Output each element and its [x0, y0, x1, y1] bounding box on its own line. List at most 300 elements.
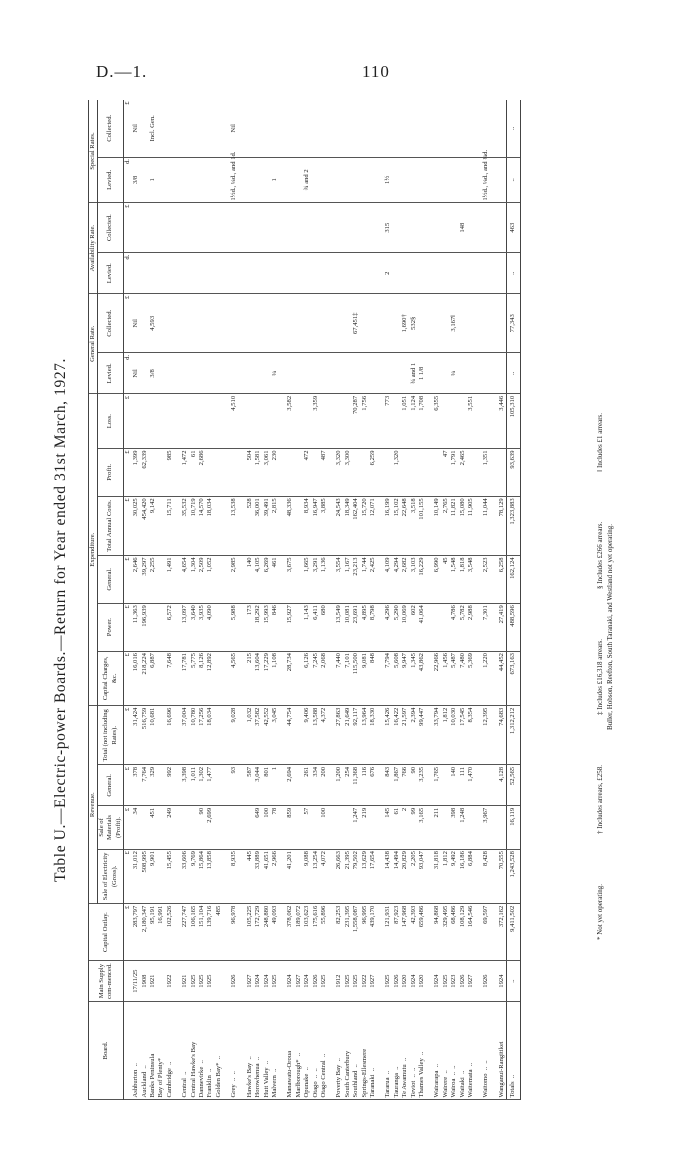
table-cell: 15,426 [384, 706, 392, 765]
table-cell [295, 806, 303, 849]
table-cell [401, 100, 409, 157]
table-cell: 7,480 [459, 651, 467, 706]
table-cell: 488,596 [507, 603, 520, 651]
table-cell: 10,719 [190, 496, 198, 555]
table-cell: 21,597 [401, 706, 409, 765]
table-cell: 2,523 [482, 555, 490, 603]
table-cell [166, 394, 174, 449]
table-cell: 3,398 [181, 765, 189, 806]
table-cell: 27,419 [498, 603, 507, 651]
table-cell: 41,064 [418, 603, 426, 651]
table-cell: 57 [303, 806, 311, 849]
table-cell: 41,651 [263, 849, 271, 904]
table-cell [223, 603, 230, 651]
table-cell [230, 806, 238, 849]
footnotes [595, 120, 615, 940]
table-cell: 1922 [166, 961, 174, 1002]
table-cell [223, 157, 230, 203]
table-cell: 3,291 [312, 555, 320, 603]
table-cell [491, 294, 498, 353]
table-cell: Nil [132, 294, 140, 353]
table-cell [377, 157, 384, 203]
table-cell [279, 100, 286, 157]
table-cell: 1,472 [181, 448, 189, 496]
board-name-cell [223, 1002, 230, 1100]
table-cell: 16,947 [312, 496, 320, 555]
board-name-cell: Te Awamutu .. [401, 1002, 409, 1100]
table-cell: 211 [433, 806, 441, 849]
table-cell: 115,500 [352, 651, 360, 706]
table-cell: 254 [344, 765, 352, 806]
table-cell: 532§ [410, 294, 418, 353]
table-cell: 12,071 [369, 496, 377, 555]
table-cell: 94,868 [433, 904, 441, 961]
table-cell [491, 555, 498, 603]
table-cell: 9,088 [303, 849, 311, 904]
table-cell: 8,354 [467, 706, 475, 765]
table-cell: 162,404 [352, 496, 360, 555]
table-cell [246, 253, 254, 294]
table-cell [181, 253, 189, 294]
table-cell: 62,339 [141, 448, 149, 496]
table-row [286, 100, 294, 1100]
table-cell [491, 100, 498, 157]
table-cell [279, 353, 286, 394]
table-cell [239, 904, 246, 961]
table-cell: 35,532 [181, 496, 189, 555]
table-cell: 45 [442, 555, 450, 603]
table-cell [426, 849, 433, 904]
table-cell [426, 806, 433, 849]
board-name-cell: Manawatu-Oroua [286, 1002, 294, 1100]
table-cell [132, 203, 140, 253]
table-cell: 1,323,883 [507, 496, 520, 555]
table-cell: 1,399 [132, 448, 140, 496]
table-cell: £ [123, 904, 132, 961]
table-row [141, 100, 149, 1100]
table-cell: 334 [312, 765, 320, 806]
table-cell: 516,759 [141, 706, 149, 765]
table-cell [491, 603, 498, 651]
table-cell [475, 904, 482, 961]
table-cell: 39,491 [263, 496, 271, 555]
table-cell [442, 203, 450, 253]
table-cell [239, 253, 246, 294]
table-cell [263, 353, 271, 394]
table-cell [352, 203, 360, 253]
table-cell [491, 651, 498, 706]
table-cell [223, 203, 230, 253]
board-name-cell [123, 1002, 132, 1100]
table-cell: £ [123, 706, 132, 765]
table-cell [190, 353, 198, 394]
table-cell [239, 765, 246, 806]
table-cell [271, 100, 279, 157]
table-cell: 4,296 [384, 603, 392, 651]
table-cell [279, 394, 286, 449]
board-name-cell [328, 1002, 335, 1100]
table-cell [320, 394, 328, 449]
table-cell [491, 706, 498, 765]
board-name-cell: Hutt Valley .. [263, 1002, 271, 1100]
table-cell [328, 496, 335, 555]
table-cell [215, 100, 223, 157]
table-cell: £ [123, 651, 132, 706]
table-cell: Nil [132, 100, 140, 157]
table-cell: 23,691 [352, 603, 360, 651]
table-cell [393, 157, 401, 203]
table-cell [475, 448, 482, 496]
table-cell [369, 253, 377, 294]
table-cell: 1,312,212 [507, 706, 520, 765]
footnote-double-dagger: ‡ Includes £16,318 arrears. [596, 638, 604, 715]
table-cell: 90 [410, 765, 418, 806]
table-cell: 15,455 [166, 849, 174, 904]
table-cell [498, 353, 507, 394]
table-cell [206, 253, 214, 294]
table-cell: 14,438 [384, 849, 392, 904]
table-cell [312, 157, 320, 203]
table-cell [157, 353, 165, 394]
table-cell [377, 253, 384, 294]
table-cell: 3,061 [263, 448, 271, 496]
table-cell [482, 253, 490, 294]
table-cell [384, 294, 392, 353]
table-cell: 100 [320, 806, 328, 849]
table-cell [215, 203, 223, 253]
table-cell [328, 253, 335, 294]
table-cell [450, 203, 458, 253]
table-cell [410, 448, 418, 496]
table-cell [475, 961, 482, 1002]
table-cell [459, 353, 467, 394]
table-cell: 1925 [344, 961, 352, 1002]
table-cell [157, 603, 165, 651]
table-cell [157, 203, 165, 253]
table-cell [467, 203, 475, 253]
table-cell [418, 294, 426, 353]
table-cell: 28,734 [286, 651, 294, 706]
table-cell: 5,290 [393, 603, 401, 651]
table-cell: 15,080 [459, 496, 467, 555]
table-cell [157, 961, 165, 1002]
table-cell: 848 [369, 651, 377, 706]
table-cell: 4,109 [384, 555, 392, 603]
table-cell [328, 603, 335, 651]
table-cell: 1,220 [482, 651, 490, 706]
table-cell: 673,163 [507, 651, 520, 706]
table-cell [482, 100, 490, 157]
table-cell: 1926 [312, 961, 320, 1002]
col-total-annual-costs: Total Annual Costs. [98, 496, 124, 555]
table-cell [442, 806, 450, 849]
group-revenue: Revenue. [89, 706, 98, 904]
table-cell: 1912 [335, 961, 343, 1002]
table-cell: £ [123, 294, 132, 353]
table-cell [344, 806, 352, 849]
table-cell [450, 394, 458, 449]
table-cell [426, 651, 433, 706]
table-cell: 1925 [198, 961, 206, 1002]
board-name-cell [279, 1002, 286, 1100]
table-cell [239, 706, 246, 765]
table-cell [254, 294, 262, 353]
table-cell [263, 100, 271, 157]
table-cell: 1926 [459, 961, 467, 1002]
table-cell: 77,343 [507, 294, 520, 353]
table-title: Table U.—Electric-power Boards.—Return for Year ended 31st March, 1927. [52, 357, 69, 883]
table-row [498, 100, 507, 1100]
table-cell: 10,069 [401, 603, 409, 651]
table-cell: 200 [320, 765, 328, 806]
table-cell: 461 [271, 555, 279, 603]
table-cell: 4,072 [320, 849, 328, 904]
table-cell [190, 806, 198, 849]
table-cell [254, 100, 262, 157]
table-cell: 68,486 [450, 904, 458, 961]
table-cell: 3,551 [467, 394, 475, 449]
table-cell [377, 651, 384, 706]
table-cell: 61 [190, 448, 198, 496]
table-cell: 1,548 [450, 555, 458, 603]
table-cell: 1,243,528 [507, 849, 520, 904]
table-cell [295, 294, 303, 353]
table-cell: 1,052 [206, 555, 214, 603]
table-cell: 378,062 [286, 904, 294, 961]
table-cell: 3,640 [190, 603, 198, 651]
table-cell [279, 849, 286, 904]
table-cell: £ [123, 203, 132, 253]
table-cell: £ [123, 448, 132, 496]
table-cell: 1,765 [433, 765, 441, 806]
table-cell [190, 253, 198, 294]
table-cell [442, 294, 450, 353]
table-cell [426, 100, 433, 157]
table-cell [190, 294, 198, 353]
table-row [442, 100, 450, 1100]
table-cell: 1,558,087 [352, 904, 360, 961]
group-special-rates: Special Rates. [89, 100, 98, 203]
table-cell [312, 253, 320, 294]
table-cell: 5,775 [190, 651, 198, 706]
table-cell [335, 203, 343, 253]
table-cell: 47 [442, 448, 450, 496]
table-cell [418, 448, 426, 496]
table-cell: 1927 [467, 961, 475, 1002]
table-cell: 2,205 [410, 849, 418, 904]
table-cell: 4,654 [181, 555, 189, 603]
table-cell: 33,794 [433, 706, 441, 765]
board-name-cell: Bay of Plenty* [157, 1002, 165, 1100]
table-cell: 8,428 [482, 849, 490, 904]
table-cell: 3,518 [410, 496, 418, 555]
table-cell [174, 806, 181, 849]
table-cell [401, 353, 409, 394]
table-cell: 31,818 [433, 849, 441, 904]
table-cell [123, 961, 132, 1002]
table-cell [246, 394, 254, 449]
table-cell [174, 353, 181, 394]
table-cell: 18,330 [369, 706, 377, 765]
table-cell: 2,815 [271, 496, 279, 555]
table-cell: 121,931 [384, 904, 392, 961]
table-cell [377, 448, 384, 496]
table-cell [491, 765, 498, 806]
spacer-row [377, 100, 384, 1100]
table-cell [335, 806, 343, 849]
col-profit: Profit. [98, 448, 124, 496]
table-cell [433, 203, 441, 253]
board-name-cell: Cambridge .. [166, 1002, 174, 1100]
table-cell [369, 100, 377, 157]
table-cell: 1927 [369, 961, 377, 1002]
col-expenditure-general: General. [98, 555, 124, 603]
table-cell: 1 [149, 157, 157, 203]
col-availability-levied: Levied. [98, 253, 124, 294]
table-cell [223, 394, 230, 449]
table-cell [190, 394, 198, 449]
table-cell: .. [507, 961, 520, 1002]
table-cell: 4,294 [393, 555, 401, 603]
table-cell: 16,119 [507, 806, 520, 849]
table-cell [279, 706, 286, 765]
table-cell: 2,509 [198, 555, 206, 603]
table-cell [352, 353, 360, 394]
table-cell [393, 294, 401, 353]
table-cell [223, 706, 230, 765]
table-cell: 2,694 [286, 765, 294, 806]
table-cell: 16,422 [393, 706, 401, 765]
table-cell [295, 448, 303, 496]
table-cell [467, 448, 475, 496]
table-cell: 3,446 [498, 394, 507, 449]
table-cell: 14,494 [393, 849, 401, 904]
table-cell: 48,336 [286, 496, 294, 555]
table-cell: 9,406 [303, 706, 311, 765]
board-name-cell: Waitaki .. [459, 1002, 467, 1100]
spacer-row [491, 100, 498, 1100]
table-cell: 1925 [271, 961, 279, 1002]
table-cell [320, 294, 328, 353]
table-cell [279, 603, 286, 651]
table-cell: 1,124 [410, 394, 418, 449]
table-cell: 37,582 [254, 706, 262, 765]
table-cell [198, 394, 206, 449]
table-cell: 487 [320, 448, 328, 496]
table-cell [174, 253, 181, 294]
table-cell: 680 [320, 603, 328, 651]
spacer-row [239, 100, 246, 1100]
table-cell [459, 100, 467, 157]
table-cell [426, 157, 433, 203]
table-row [312, 100, 320, 1100]
table-cell: 78,129 [498, 496, 507, 555]
table-cell [442, 394, 450, 449]
table-cell: 1,320 [393, 448, 401, 496]
board-name-cell: Totals .. [507, 1002, 520, 1100]
table-cell [491, 353, 498, 394]
table-cell [246, 353, 254, 394]
table-cell [459, 157, 467, 203]
table-cell [254, 253, 262, 294]
table-cell: 15,927 [286, 603, 294, 651]
table-cell [181, 157, 189, 203]
table-cell: 99,447 [418, 706, 426, 765]
table-cell [174, 706, 181, 765]
table-cell [174, 157, 181, 203]
table-cell: 1,345 [410, 651, 418, 706]
table-cell: 96,995 [361, 904, 369, 961]
table-cell [377, 294, 384, 353]
table-cell [141, 203, 149, 253]
table-cell [418, 100, 426, 157]
table-cell: 24,543 [335, 496, 343, 555]
table-cell [174, 394, 181, 449]
table-cell [279, 765, 286, 806]
table-cell [352, 100, 360, 157]
table-cell [426, 765, 433, 806]
table-cell [328, 651, 335, 706]
table-cell [263, 253, 271, 294]
table-cell: 10,681 [149, 706, 157, 765]
table-cell [442, 253, 450, 294]
table-cell: 230 [271, 448, 279, 496]
table-cell [335, 157, 343, 203]
table-row [369, 100, 377, 1100]
table-cell [246, 294, 254, 353]
table-cell [498, 157, 507, 203]
table-row [190, 100, 198, 1100]
table-cell: 12,395 [482, 706, 490, 765]
table-cell: £ [123, 849, 132, 904]
table-cell: 173 [246, 603, 254, 651]
table-cell: 1 [271, 157, 279, 203]
table-row [230, 100, 238, 1100]
table-cell [491, 904, 498, 961]
table-row [132, 100, 140, 1100]
table-cell: 108,129 [459, 904, 467, 961]
table-cell: 248,880 [263, 904, 271, 961]
table-cell [181, 203, 189, 253]
board-name-cell: Marlborough* .. [295, 1002, 303, 1100]
table-cell [467, 294, 475, 353]
table-cell [328, 849, 335, 904]
table-cell [174, 961, 181, 1002]
table-cell: 1 1/8 [418, 353, 426, 394]
table-cell [279, 157, 286, 203]
table-cell: .. [507, 253, 520, 294]
table-row [401, 100, 409, 1100]
table-cell [482, 394, 490, 449]
table-cell [286, 253, 294, 294]
table-row [344, 100, 352, 1100]
group-expenditure: Expenditure. [89, 394, 98, 706]
table-cell: d. [123, 353, 132, 394]
table-cell: 249 [166, 806, 174, 849]
table-row [206, 100, 214, 1100]
board-name-cell: Southland .. [352, 1002, 360, 1100]
table-cell: 1,351 [482, 448, 490, 496]
table-cell [246, 157, 254, 203]
table-cell [223, 100, 230, 157]
board-name-cell: Horowhenua .. [254, 1002, 262, 1100]
table-cell: 8,934 [303, 496, 311, 555]
spacer-row [426, 100, 433, 1100]
table-cell [401, 157, 409, 203]
table-cell: 10,030 [450, 706, 458, 765]
spacer-row [279, 100, 286, 1100]
board-name-cell [174, 1002, 181, 1100]
